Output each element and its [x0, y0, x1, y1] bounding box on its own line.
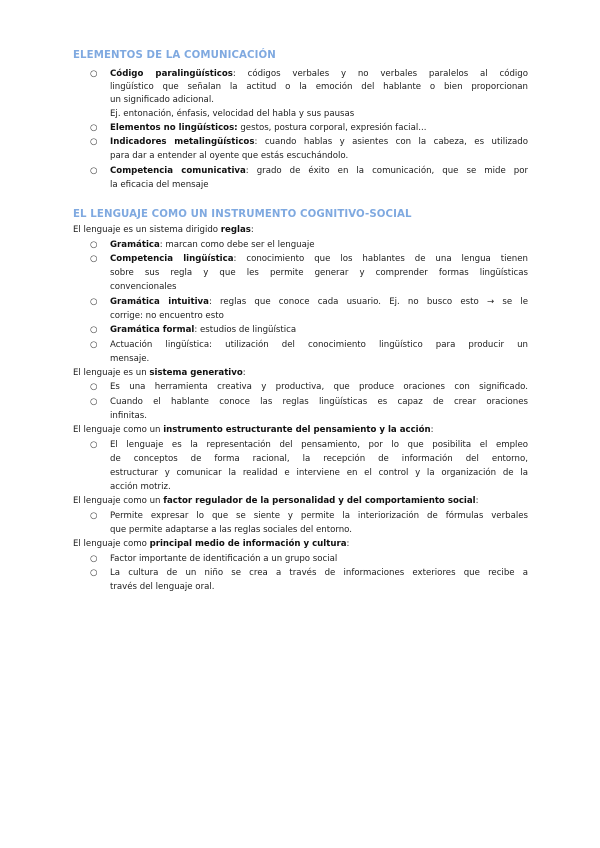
text-line: Elementos no lingüísticos: gestos, postura corporal, expresión facial... [110, 123, 427, 133]
paragraph-generativo: El lenguaje es un sistema generativo: [73, 368, 246, 378]
bullet-marker: ○ [90, 440, 98, 450]
section-title-elementos: ELEMENTOS DE LA COMUNICACIÓN [73, 50, 276, 61]
bullet-marker: ○ [90, 340, 98, 350]
text-line: Indicadores metalingüísticos: cuando hablas y asientes con la cabeza, es utilizado [110, 137, 528, 147]
paragraph-regulador: El lenguaje como un factor regulador de la personalidad y del comportamiento social: [73, 496, 479, 506]
text-line: Código paralingüísticos: códigos verbales y no verbales paralelos al código [110, 69, 528, 79]
bullet-marker: ○ [90, 137, 98, 147]
paragraph-medio-informacion: El lenguaje como principal medio de información y cultura: [73, 539, 350, 549]
text-line: estructurar y comunicar la realidad e interviene en el control y la organización de la [110, 468, 528, 478]
text-line: convencionales [110, 282, 177, 292]
text-line: para dar a entender al oyente que estás escuchándolo. [110, 151, 349, 161]
text-line: Gramática intuitiva: reglas que conoce cada usuario. Ej. no busco esto → se le [110, 297, 528, 307]
bullet-marker: ○ [90, 166, 98, 176]
text-line: Gramática: marcan como debe ser el lenguaje [110, 240, 315, 250]
bullet-marker: ○ [90, 254, 98, 264]
text-line: El lenguaje es la representación del pensamiento, por lo que posibilita el empleo [110, 440, 528, 450]
bullet-marker: ○ [90, 397, 98, 407]
bullet-marker: ○ [90, 568, 98, 578]
text-line: infinitas. [110, 411, 147, 421]
text-line: que permite adaptarse a las reglas sociales del entorno. [110, 525, 352, 535]
text-line: través del lenguaje oral. [110, 582, 215, 592]
text-line: la eficacia del mensaje [110, 180, 209, 190]
bullet-marker: ○ [90, 325, 98, 335]
bullet-marker: ○ [90, 554, 98, 564]
bullet-marker: ○ [90, 69, 98, 79]
text-line: Cuando el hablante conoce las reglas lingüísticas es capaz de crear oraciones [110, 397, 528, 407]
text-line: Gramática formal: estudios de lingüística [110, 325, 297, 335]
text-line: Competencia comunicativa: grado de éxito en la comunicación, que se mide por [110, 166, 528, 176]
section-title-lenguaje: EL LENGUAJE COMO UN INSTRUMENTO COGNITIVO-SOCIAL [73, 209, 412, 220]
text-line: Competencia lingüística: conocimiento que los hablantes de una lengua tienen [110, 254, 528, 264]
bullet-marker: ○ [90, 382, 98, 392]
bullet-marker: ○ [90, 511, 98, 521]
text-line: un significado adicional. [110, 95, 214, 105]
text-line: lingüístico que señalan la actitud o la emoción del hablante o bien proporcionan [110, 82, 528, 92]
text-line: Ej. entonación, énfasis, velocidad del habla y sus pausas [110, 109, 355, 119]
text-line: sobre sus regla y que les permite generar y comprender formas lingüísticas [110, 268, 528, 278]
bullet-marker: ○ [90, 240, 98, 250]
paragraph-reglas: El lenguaje es un sistema dirigido reglas: [73, 225, 254, 235]
text-line: corrige: no encuentro esto [110, 311, 224, 321]
text-line: acción motriz. [110, 482, 171, 492]
text-line: Es una herramienta creativa y productiva, que produce oraciones con significado. [110, 382, 528, 392]
text-line: de conceptos de forma racional, la recepción de información del entorno, [110, 454, 528, 464]
text-line: mensaje. [110, 354, 150, 364]
text-line: Factor importante de identificación a un grupo social [110, 554, 338, 564]
text-line: La cultura de un niño se crea a través de informaciones exteriores que recibe a [110, 568, 528, 578]
text-line: Permite expresar lo que se siente y permite la interiorización de fórmulas verbales [110, 511, 528, 521]
text-line: Actuación lingüística: utilización del conocimiento lingüístico para producir un [110, 340, 528, 350]
bullet-marker: ○ [90, 123, 98, 133]
paragraph-estructurante: El lenguaje como un instrumento estructurante del pensamiento y la acción: [73, 425, 434, 435]
bullet-marker: ○ [90, 297, 98, 307]
